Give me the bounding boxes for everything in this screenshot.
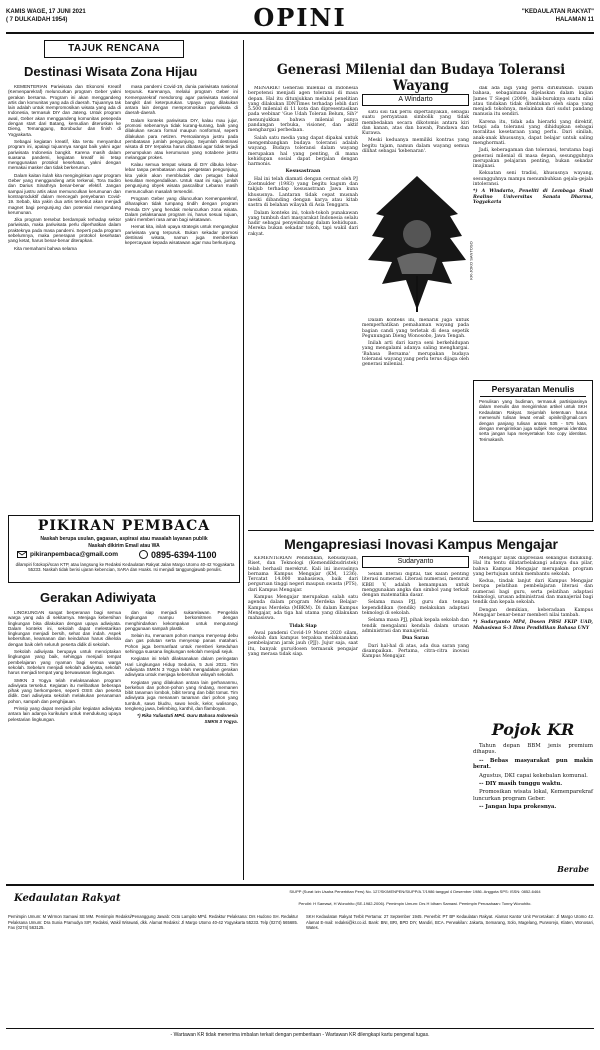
pikiran-pembaca-note: dilampiri fotokopi/scan KTP, atau langsung ke Redaksi Kedaulatan Rakyat Jalan Margo Utomo 40-42 Yogyakarta 55233. Naskah tidak berisi ujaran kebencian, SARA dan Hoaks. Isi menjadi tanggungjawab penulis. — [15, 562, 235, 572]
paragraph: SMKN 3 Yogya telah melaksanakan program adiwiyata tersebut. Kegiatan itu melibatkan beberapa pihak yang berkompeten, seperti OSIS dan peserta didik. Dari adiwiyata sekolah melakukan penanaman pohon, sampah dan penghijauan. — [8, 677, 121, 704]
inovasi-col3 — [473, 556, 593, 716]
paragraph: Dalam konteks ini, menarik juga untuk memperhatikan pemahaman wayang pada bagian candi yang terletak di desa sepetik Pegunungan Dieng Wonosobo, Jawa Tengah. — [362, 318, 469, 339]
paper-name: "KEDAULATAN RAKYAT" — [521, 9, 594, 15]
footer-bottom-rule — [6, 1028, 594, 1029]
footer-rule — [6, 884, 594, 886]
paragraph: Prinsip yang dapat menjadi pilar kegiatan adiwiyata antara lain adanya kurikulum untuk mendukung upaya pelestarian lingkungan. — [8, 706, 121, 722]
tajuk-col1 — [8, 84, 121, 511]
footer-logo: Kedaulatan Rakyat — [14, 893, 121, 904]
persyaratan-rule — [480, 396, 586, 397]
paragraph: Dalam konteks pariwisata DIY, kalau mau jujur, promosi sebenarnya tidak kurang-kurang, baik yang dilakukan secara formal maupun nonformal, seperti dilakukan para netizen. Persoalannya justru pada pembatasan jumlah pengunjung. Sejumlah destinasi wisata di DIY terpaksa harus dibatasi agar tidak terjadi penumpukan atau kerumunan yang notabene justru melanggar prokes. — [125, 117, 238, 160]
inovasi-col1 — [248, 556, 358, 880]
paragraph: Meski keduanya memiliki kontras yang begitu tajam, namun dalam wayang semua dilihat sebagai 'kebenaran'. — [362, 138, 469, 155]
subhead: Tidak Siap — [289, 623, 317, 629]
pojok-item: Tahun depan BBM jenis premium dihapus. — [473, 743, 593, 756]
paragraph: masa pandemi Covid-19, dunia pariwisata nasional terpuruk. Karenanya, melalui program Geber ini Kemenparekraf mendorong agar pariwisata nasional bangkit dari keterpurukan. Upaya yang dilakukan antara lain dengan mempromosikan pariwisata di daerah-daerah. — [125, 84, 238, 116]
pikiran-pembaca-sub1: Naskah berupa usulan, gagasan, aspirasi atau masalah layanan publik — [40, 536, 208, 542]
pojok-item: Agustus, DKI capai kekebalan komunal. — [479, 772, 588, 779]
paragraph: Salah satu media yang dapat dipakai untuk mengembangkan budaya toleransi adalah wayang. Budaya toleransi dalam wayang merupakan hal yang penting, di mana kehidupan sosial dapat berjalan dengan harmonis. — [248, 135, 358, 168]
paragraph: Dalam konteks ini, tokoh-tokoh punakawan yang tumbuh dari masyarakat Indonesia selalu hadir sebagai penyeimbang dalam kehidupan. Mereka bukan sekadar tokoh, tapi wakil dari rakyat. — [248, 210, 358, 237]
paragraph: Selain literasi digital, tak kalah penting literasi numerasi. Literasi numerasi, menurut KBBI V, adalah kemampuan untuk menggunakan angka dan simbol yang terkait dengan matematika dasar. — [362, 572, 469, 599]
footer-founder: Pendiri: H Samawi, H Wonohito (SE-1982-2006). Pemimpin Umum: Drs H Idham Samawi. Pemimpin Perusahaan: Tonny Wonohito. — [298, 901, 532, 906]
whatsapp-icon — [139, 550, 148, 559]
persyaratan-body: Penulisan yang budiman, termasuk partisipasinya dalam menulis dan mengirimkan artikel untuk SKH Kedaulatan Rakyat. Sejumlah ketentuan harus memenuhi tulisan lewat email: opinikr@gmail.com dengan panjang tulisan antara 535 - 575 kata, dengan mengirimkan juga subjek mengenai identitas serta jangan lupa menyertakan foto copy identitas. Terimakasih. — [479, 399, 587, 442]
column-divider — [243, 40, 244, 880]
pojok-item: -- Bebas masyarakat pun makin berat. — [473, 757, 593, 771]
hijri-line: ( 7 DULKAIDAH 1954) — [6, 17, 68, 23]
byline: *) Rika Yuliastuti MPd. Guru Bahasa Indonesia SMKN 3 Yogya. — [137, 713, 238, 724]
paragraph: dan siap menjadi sukarelawan. Pengelola lingkungan mampu berkomitmen dengan menghindarkan kekompakan untuk mengurangi penggunaan sampah plastik. — [125, 610, 238, 631]
milenial-author-box: A Windarto — [362, 94, 469, 106]
pojok-item: -- DIY masih tunggu waktu. — [479, 781, 563, 788]
section-title: OPINI — [253, 3, 347, 32]
page-number: HALAMAN 11 — [555, 17, 594, 23]
paragraph: LINGKUNGAN sangat berperanan bagi semua warga yang ada di sekitarnya. Menjaga kebersihan lingkungan bisa dilakukan dengan upaya adiwiyata. Dalam konteks ini, sekolah dapat melestarikan lingkungan menjadi bersih, sehat dan indah. Aspek kebersihan, keamanan dan keindahan harus dikelola dengan baik oleh seluruh peserta didik di sekolah. — [8, 610, 121, 647]
gerakan-col2 — [125, 610, 238, 880]
paragraph: Mengajar layak diapresiasi sekaligus didukung. Hal itu tentu dilatarbelakangi adanya dua pilar, bahwa Kampus Mengajar merupakan program yang bertujuan untuk membantu sekolah. — [473, 556, 593, 577]
gerakan-headline: Gerakan Adiwiyata — [40, 590, 156, 605]
paragraph: Kegiatan ini telah dilaksanakan dalam peringatan Hari Lingkungan Hidup Sedunia, 5 Juni 2021. Tim Adiwiyata SMKN 3 Yogya telah mengadakan gerakan adiwiyata untuk menjaga kebersihan wilayah sekolah. — [125, 656, 238, 678]
section-divider — [248, 530, 594, 531]
pojok-signature: Berabe — [557, 864, 589, 874]
paragraph: Hal ini telah diamati dengan cermat oleh PJ Zoetmulder (1983) yang begitu kagum dan takjub terhadap kesusastraan Jawa kuna khususnya. Lantaran tidak cepat musnah meski dibanding dengan karya atau kitab sastra di belahan wilayah di Asia Tenggara. — [248, 176, 358, 209]
paragraph: Kekuatan seni tradisi, khususnya wayang, sesungguhnya mampu menumbuhkan gejala-gejala intoleransi. — [473, 171, 593, 188]
milenial-headline: Generasi Milenial dan Budaya Toleransi Wayang — [276, 62, 566, 94]
pikiran-pembaca-title: PIKIRAN PEMBACA — [37, 518, 211, 534]
paragraph: Jadi, keberagaman dan toleransi, terutama bagi generasi milenial di masa depan, sesungguhnya merupakan pelajaran penting, bukan sekadar imajinasi. — [473, 148, 593, 170]
pojok-items — [473, 743, 593, 811]
milenial-col1 — [248, 86, 358, 526]
paragraph: Karena itu, tidak ada hierarki yang direktif, tetapi ada toleransi yang dihidupkan sebagai moralitas kesetaraan yang perlu. Dari sinilah, anak-anak khususnya, dapat belajar untuk saling menghormati. — [473, 119, 593, 146]
paragraph: Sebagai kegiatan kreatif, kita tentu menyambut program ini, apalagi tujuannya sangat baik yakni agar pariwisata Indonesia bangkit. Karena masih dalam suasana pandemi, kegiatan kreatif ini tetap menggunakan protokol kesehatan, yakni dengan memakai masker dan tidak berkerumun. — [8, 138, 121, 171]
paragraph: Selain itu, menanam pohon mampu menyerap debu dan gas polutan serta menyerap panas matahari. Pohon juga bermanfaat untuk memberi keteduhan sehingga suasana lingkungan sekolah menjadi sejuk. — [125, 633, 238, 655]
pojok-item: Promosikan wisata lokal, Kemenparekraf luncurkan program Geber. — [473, 789, 593, 802]
subhead: Dua Saran — [402, 636, 429, 642]
pojok-item: -- Jangan lupa prokesnya. — [479, 804, 557, 811]
paragraph: Hemat kita, inilah upaya strategis untuk mengangkat pariwisata yang terpuruk. Bukan sekadar promosi destinasi wisata, namun juga memberikan kepercayaan kepada wisatawan agar mau berkunjung. — [125, 224, 238, 246]
paragraph: Sekolah adiwiyata berupaya untuk menciptakan lingkungan yang baik, sehingga menjadi tempat pembelajaran yang nyaman bagi semua warga sekolah. Sebelum menjadi sekolah adiwiyata, sekolah harus menjadi tempat yang berwawasan lingkungan. — [8, 649, 121, 676]
paragraph: Program Geber yang diluncurkan Kemenparekraf, diharapkan tidak tumpang tindih dengan program Pemda DIY yang hendak meluncurkan zona wisata. Dalam pelaksanaan program ini, harus sesuai tujuan, yakni memberi rasa aman bagi wisatawan. — [125, 195, 238, 223]
persyaratan-title: Persyaratan Menulis — [491, 384, 575, 394]
byline: *) A Windarto, Peneliti di Lembaga Studi Realino Universitas Sanata Dharma, Yogyakarta — [473, 189, 593, 205]
subhead: Kesusastraan — [285, 169, 321, 175]
pikiran-pembaca-sub2: Naskah dikirim Email atau WA — [88, 543, 160, 549]
inovasi-headline: Mengapresiasi Inovasi Kampus Mengajar — [284, 536, 558, 552]
date-line: KAMIS WAGE, 17 JUNI 2021 — [6, 9, 86, 15]
inovasi-author-box: Sudaryanto — [362, 556, 469, 568]
paragraph: Kegiatan yang dilakukan antara lain gerhananmu, berkebun dan pohon-pohon yang rindang, memanen bibit tanaman lombok, bibit terong dan bibit tomat. Tim adiwiyata juga menanam tanaman dari pohon yang tumbuh, sawo bludru, sawo kecik, kelor, walisongo, tengkeng jawa, belimbing, kanthil, dan flamboyan. — [125, 679, 238, 712]
footer-bottom: - Wartawan KR tidak menerima imbalan terkait dengan pemberitaan - Wartawan KR dilengkapi kartu pengenal tugas. — [170, 1032, 430, 1038]
inovasi-col2 — [362, 572, 469, 880]
tajuk-kicker-box — [44, 40, 184, 58]
paragraph: KEMENTERIAN Pariwisata dan Ekonomi Kreatif (Kemenparekraf) meluncurkan program Geber yakni gerakan bersama. Program ini akan menggandeng artis dan komunitas yang ada di daerah. Tujuannya tak lain adalah untuk mempromosikan wisata yang ada di Indonesia, termasuk DIY dan Jateng. Untuk program awal, Geber akan menggandeng komunitas pesepeda dengan start dari Batang, kemudian diteruskan ke Dieng, Temanggung, Borobudur dan finish di Yogyakarta. — [8, 84, 121, 137]
paragraph: Jika program tersebut berdampak terhadap sektor pariwisata, maka pariwisata perlu diperhatikan dalam prakteknya pada masa pandemi. Seperti pada program sebelumnya, maka penerapan protokol kesehatan yang ketat, harus benar-benar diterapkan. — [8, 217, 121, 244]
paragraph: MENARIK! Generasi milenial di Indonesia berpotensi menjadi agen toleransi di masa depan. Hal itu ditunjukkan melalui penelitian yang dilakukan IDNTimes terhadap lebih dari 5.500 milenial di 11 kota dan dipresentasikan pada webinar 'Gue Udah Toleran Belum, Sih?' menunjukkan bahwa milenial punya pandangan terbuka, visioner, dan aktif menghargai perbedaan. — [248, 86, 358, 134]
pojok-kr — [473, 720, 593, 878]
gerakan-col1 — [8, 610, 121, 880]
milenial-col2-top — [362, 110, 469, 170]
contact-phone: 0895-6394-1100 — [151, 550, 217, 560]
paragraph: Selama masa PJJ, pihak kepala sekolah dan tendik mengalami kendala dalam urusan administrasi dan manajerial. — [362, 618, 469, 634]
paragraph: Dalam kaitan itulah kita menginginkan agar program Geber yang menggandeng artis terkenal, Tora Sudiro dan Darius Sinathrya benar-benar efektif. Jangan sampai justru artis akan memunculkan kerumunan dan kontraproduktif dalam mencegah penyebaran Covid-19. Sebab, kita yakin dua artis tersebut akan menjadi magnet bagi pengunjung dan potensial mengundang kerumunan. — [8, 172, 121, 215]
footer-siup: SIUPP (Surat Izin Usaha Penerbitan Pers) No. 127/SK/MENPEN/SIUPP/A.7/1986 tanggal 4 Desember 1986. Anggota SPS: ISSN: 0852-6464 — [289, 889, 541, 894]
paragraph: Awal pandemi Covid-19 Maret 2020 silam, sekolah dan kampus terpaksa melaksanakan pembelajaran jarak jauh (PJJ). Jujur saja, saat itu, banyak guru/dosen termasuk pengajar yang merasa tidak siap. — [248, 630, 358, 658]
byline: *) Sudaryanto MPd, Dosen PBSI FKIP UAD, Mahasiswa S-3 Ilmu Pendidikan Bahasa UNY — [473, 620, 593, 631]
tajuk-col2 — [125, 84, 238, 511]
paragraph: Kita memahami bahwa selama — [14, 245, 77, 251]
paragraph: satu sisi tak perlu dipertanyakan, sebagai suatu pernyataan simbolik yang tidak membedakan secara dikotomis antara kiri dan kanan, atas dan bawah, Pandawa dan Kurawa. — [362, 110, 469, 137]
paragraph: Kampus Mengajar merupakan salah satu agenda dalam program Merdeka Belajar-Kampus Merdeka (MBKM). Di dalam Kampus Mengajar, ada tiga hal utama yang dilakukan mahasiswa. — [248, 595, 358, 622]
mail-icon — [17, 551, 27, 558]
contact-email[interactable]: pikiranpembaca@gmail.com — [30, 551, 118, 558]
pojok-title: Pojok KR — [491, 720, 575, 739]
milenial-col3 — [473, 86, 593, 376]
paragraph: dak ada lagi yang perlu dirikuhkan. Dalam bahasa, sebagaimana dijelaskan dalam kajian James T Siegel (2009), baik-buruknya suatu nilai atau tindakan tidak ditentukan oleh siapa yang menjadi tokohnya, melainkan dari sudut pandang manusia itu sendiri. — [473, 86, 593, 118]
footer-right-block: SKH Kedaulatan Rakyat Terbit Pertama: 27 September 1945. Penerbit: PT BP Kedaulatan Rakyat. Alamat Kantor Unit Percetakan: Jl Margo Utomo 42. Alamat E-mail: redaksi@kr.co.id. Bank: BNI, BRI, BPD DIY, Mandiri, BCA. Perwakilan: Jakarta, Semarang, Solo, Magelang, Purworejo, Klaten, Wonosari, Wates. — [306, 914, 594, 931]
figure-credit: KR-JOKO SANTOSO — [468, 241, 474, 280]
pikiran-pembaca-box — [8, 515, 240, 583]
paragraph: KEMENTERIAN Pendidikan, Kebudayaan, Riset, dan Teknologi (Kemendikbudristek) telah berhasil merekrut. Kali ini inovasinya bernama Kampus Mengajar (KM, 1236). Tercatat 14.000 mahasiswa, baik dari perguruan tinggi negeri maupun swasta (PTS), dari Kampus Mengajar. — [248, 556, 358, 593]
milenial-col2-bottom — [362, 318, 469, 526]
paragraph: Kalau semua tempat wisata di DIY dibuka lebar-lebar tanpa pembatasan atau pengetatan pengunjung, kita yakin akan membludak dan petugas bakal kesulitan mengendalikan. Untuk saat ini saja, jumlah pengunjung obyek wisata pascalibur Lebaran masih memunculkan masalah tersendiri. — [125, 162, 238, 194]
persyaratan-box — [473, 380, 593, 522]
footer-left-block: Pemimpin Umum: M Wirmon Samawi SE MM. Pemimpin Redaksi/Penanggung Jawab: Octo Lampito MPd. Redaktur Pelaksana: Drs Hudono SH. Redaktur Pelaksana Umum: Dra Sunia Pramudya SIP, Redaksi, Wakil Wirawati, dkk. Alamat Redaksi: Jl Margo Utomo 40-42 Yogyakarta 55233. Telp (0274) 565685. Fax (0274) 563125. — [8, 914, 298, 931]
masthead — [6, 3, 594, 32]
masthead-rule — [6, 32, 594, 34]
paragraph: Dengan demikian, keberadaan Kampus Mengajar benar-benar memberi nilai tambah. — [473, 607, 593, 618]
paragraph: Inilah arti dari karya seni berkehidupan yang mengalami adanya saling menghargai. 'Bahasa Bersama' merupakan budaya toleransi wayang yang perlu terus dijaga oleh generasi milenial. — [362, 341, 469, 368]
paragraph: Dari hal-hal di atas, ada dua saran yang disampaikan. Pertama, citra-citra inovasi Kampus Mengajar. — [362, 643, 469, 660]
wayang-illustration — [362, 172, 472, 314]
paragraph: Kedua, tindak lanjut dari Kampus Mengajar berupa pelatihan pembelajaran literasi dan numerasi bagi guru, serta pelatihan adaptasi teknologi, urusan administrasi dan manajerial bagi tendik dan kepala sekolah. — [473, 579, 593, 606]
tajuk-headline: Destinasi Wisata Zona Hijau — [24, 64, 198, 79]
tajuk-kicker: TAJUK RENCANA — [68, 43, 160, 54]
paragraph: Selama masa PJJ, guru dan tenaga kependidikan (tendik) melakukan adaptasi teknologi di sekolah. — [362, 600, 469, 617]
